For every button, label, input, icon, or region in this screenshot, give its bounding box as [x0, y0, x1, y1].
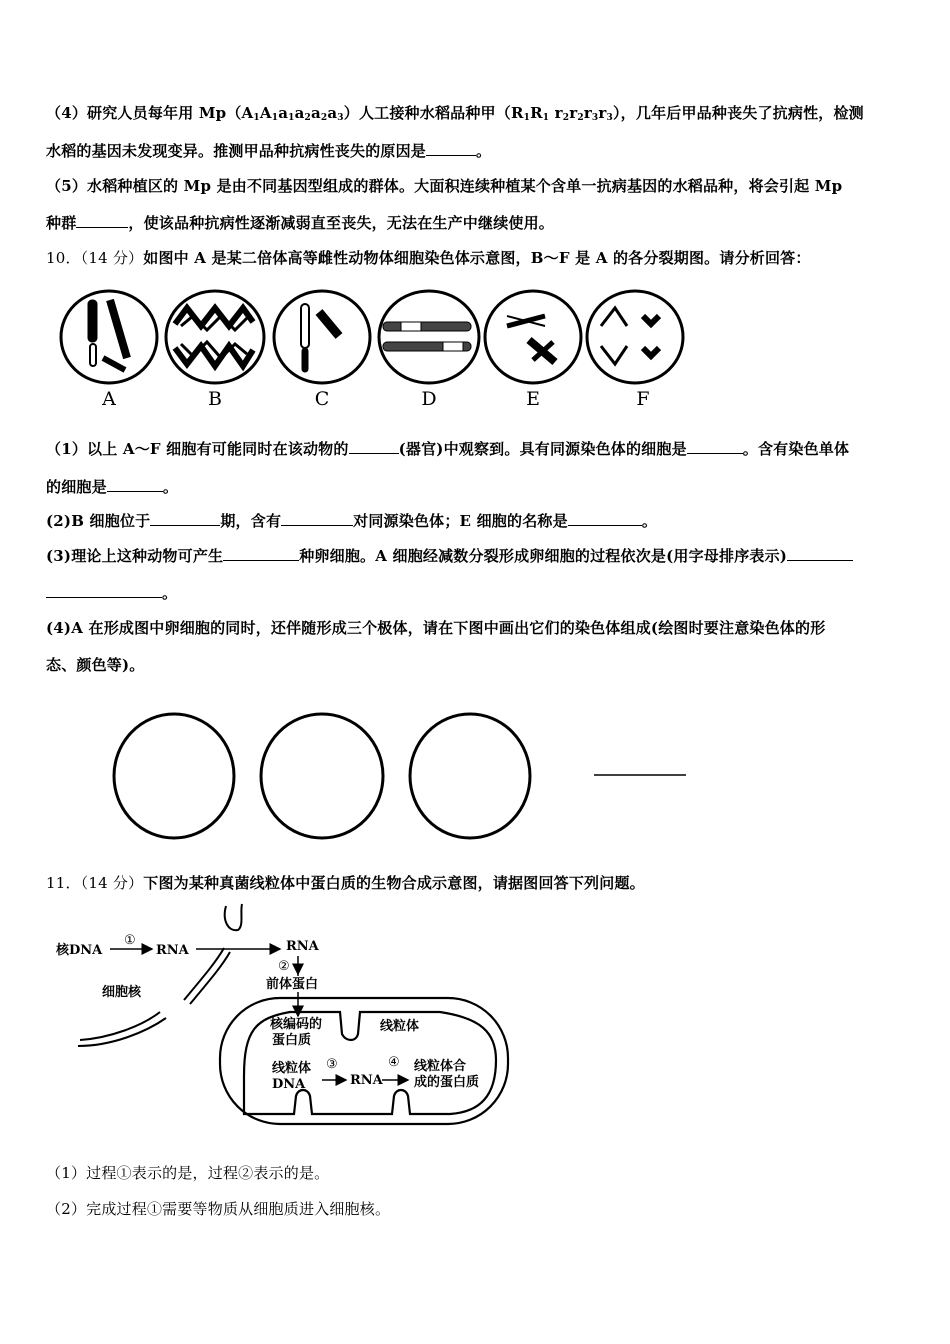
cell-label-c: C: [314, 388, 330, 410]
label-nuclear-dna: 核DNA: [56, 943, 103, 958]
answer-blank[interactable]: [76, 214, 128, 228]
label-nuclear-encoded-1: 核编码的: [270, 1017, 323, 1032]
answer-blank[interactable]: [150, 512, 220, 526]
cell-b-chromosomes: [175, 308, 253, 366]
label-step1: ①: [124, 933, 136, 948]
answer-blank[interactable]: [787, 547, 853, 561]
q10-part3-line1: (3)理论上这种动物可产生 种卵细胞。A 细胞经减数分裂形成卵细胞的过程依次是(用字母排序表示): [46, 545, 853, 566]
q11-diagram: [50, 900, 520, 1130]
q10-cell-figure: [55, 286, 695, 416]
q10-part2: (2)B 细胞位于 期，含有 对同源染色体；E 细胞的名称是 。: [46, 512, 658, 530]
label-step3: ③: [326, 1057, 338, 1072]
label-step4: ④: [388, 1055, 400, 1070]
cell-f-chromosomes: [601, 308, 659, 364]
answer-blank[interactable]: [281, 512, 353, 526]
cell-d-outline: [379, 291, 479, 383]
q10-drawing-area[interactable]: [100, 700, 700, 850]
answer-blank[interactable]: [426, 142, 476, 156]
answer-blank[interactable]: [223, 547, 299, 561]
answer-blank[interactable]: [46, 584, 162, 598]
q11-part1: （1）过程①表示的是，过程②表示的是。: [46, 1164, 330, 1182]
polar-body-circle-1: [114, 714, 234, 838]
answer-blank[interactable]: [107, 478, 163, 492]
label-step2: ②: [278, 959, 290, 974]
q10-part3-line2: 。: [46, 582, 177, 603]
label-nucleus: 细胞核: [102, 985, 142, 1000]
polar-body-circle-3: [410, 714, 530, 838]
q10-stem: 10．（14 分）如图中 A 是某二倍体高等雌性动物体细胞染色体示意图，B～F 是 A 的各分裂期图。请分析回答：: [46, 249, 811, 267]
label-rna-b: RNA: [286, 939, 319, 954]
q10-part4-line2: 态、颜色等)。: [46, 656, 145, 674]
cell-e-outline: [485, 291, 581, 383]
label-mitochondrion: 线粒体: [380, 1019, 420, 1034]
answer-blank[interactable]: [687, 440, 743, 454]
polar-body-circle-2: [261, 714, 383, 838]
q10-part1-line1: （1）以上 A～F 细胞有可能同时在该动物的 (器官)中观察到。具有同源染色体的细胞是 。含有染色单体: [46, 440, 850, 458]
answer-blank[interactable]: [568, 512, 642, 526]
q11-part2: （2）完成过程①需要等物质从细胞质进入细胞核。: [46, 1200, 391, 1218]
cell-e-chromosomes: [507, 316, 555, 362]
q9-part5-line2: 种群 ，使该品种抗病性逐渐减弱直至丧失，无法在生产中继续使用。: [46, 214, 555, 232]
label-rna-a: RNA: [156, 943, 189, 958]
label-mt-dna-1: 线粒体: [272, 1061, 312, 1076]
q10-part1-line2: 的细胞是 。: [46, 478, 179, 496]
q11-stem: 11．（14 分）下图为某种真菌线粒体中蛋白质的生物合成示意图，请据图回答下列问题。: [46, 874, 645, 892]
label-mt-protein-1: 线粒体合: [414, 1059, 467, 1074]
label-nuclear-encoded-2: 蛋白质: [272, 1033, 312, 1048]
cell-label-d: D: [421, 388, 437, 410]
q9-part4-line1: （4）研究人员每年用 $Mp(A_1A_1a_1a_2a_2a_3)$人工接种水稻品种甲（$R_1R_1$ $r_2r_2r_3r_3$），几年后甲品种丧失了抗病性，检测: [46, 104, 864, 123]
label-mt-dna-2: DNA: [272, 1077, 306, 1092]
q9-part5-line1: （5）水稻种植区的 Mp 是由不同基因型组成的群体。大面积连续种植某个含单一抗病基因的水稻品种，将会引起 Mp: [46, 177, 843, 195]
answer-blank[interactable]: [349, 440, 399, 454]
cell-label-e: E: [526, 388, 540, 410]
nuclear-envelope: [78, 904, 242, 1046]
cell-c-chromosomes: [301, 304, 339, 372]
cell-label-b: B: [208, 388, 222, 410]
cell-label-a: A: [102, 388, 116, 410]
label-rna-c: RNA: [350, 1073, 383, 1088]
label-precursor: 前体蛋白: [266, 977, 319, 992]
cell-label-f: F: [636, 388, 650, 410]
q10-part4-line1: (4)A 在形成图中卵细胞的同时，还伴随形成三个极体，请在下图中画出它们的染色体组成(绘图时要注意染色体的形: [46, 619, 826, 637]
cell-c-outline: [274, 291, 370, 383]
label-mt-protein-2: 成的蛋白质: [414, 1075, 480, 1090]
q9-part4-line2: 水稻的基因未发现变异。推测甲品种抗病性丧失的原因是 。: [46, 142, 492, 160]
cell-a-chromosomes: [88, 300, 127, 370]
cell-d-chromosomes: [383, 322, 471, 351]
cell-f-outline: [587, 291, 683, 383]
